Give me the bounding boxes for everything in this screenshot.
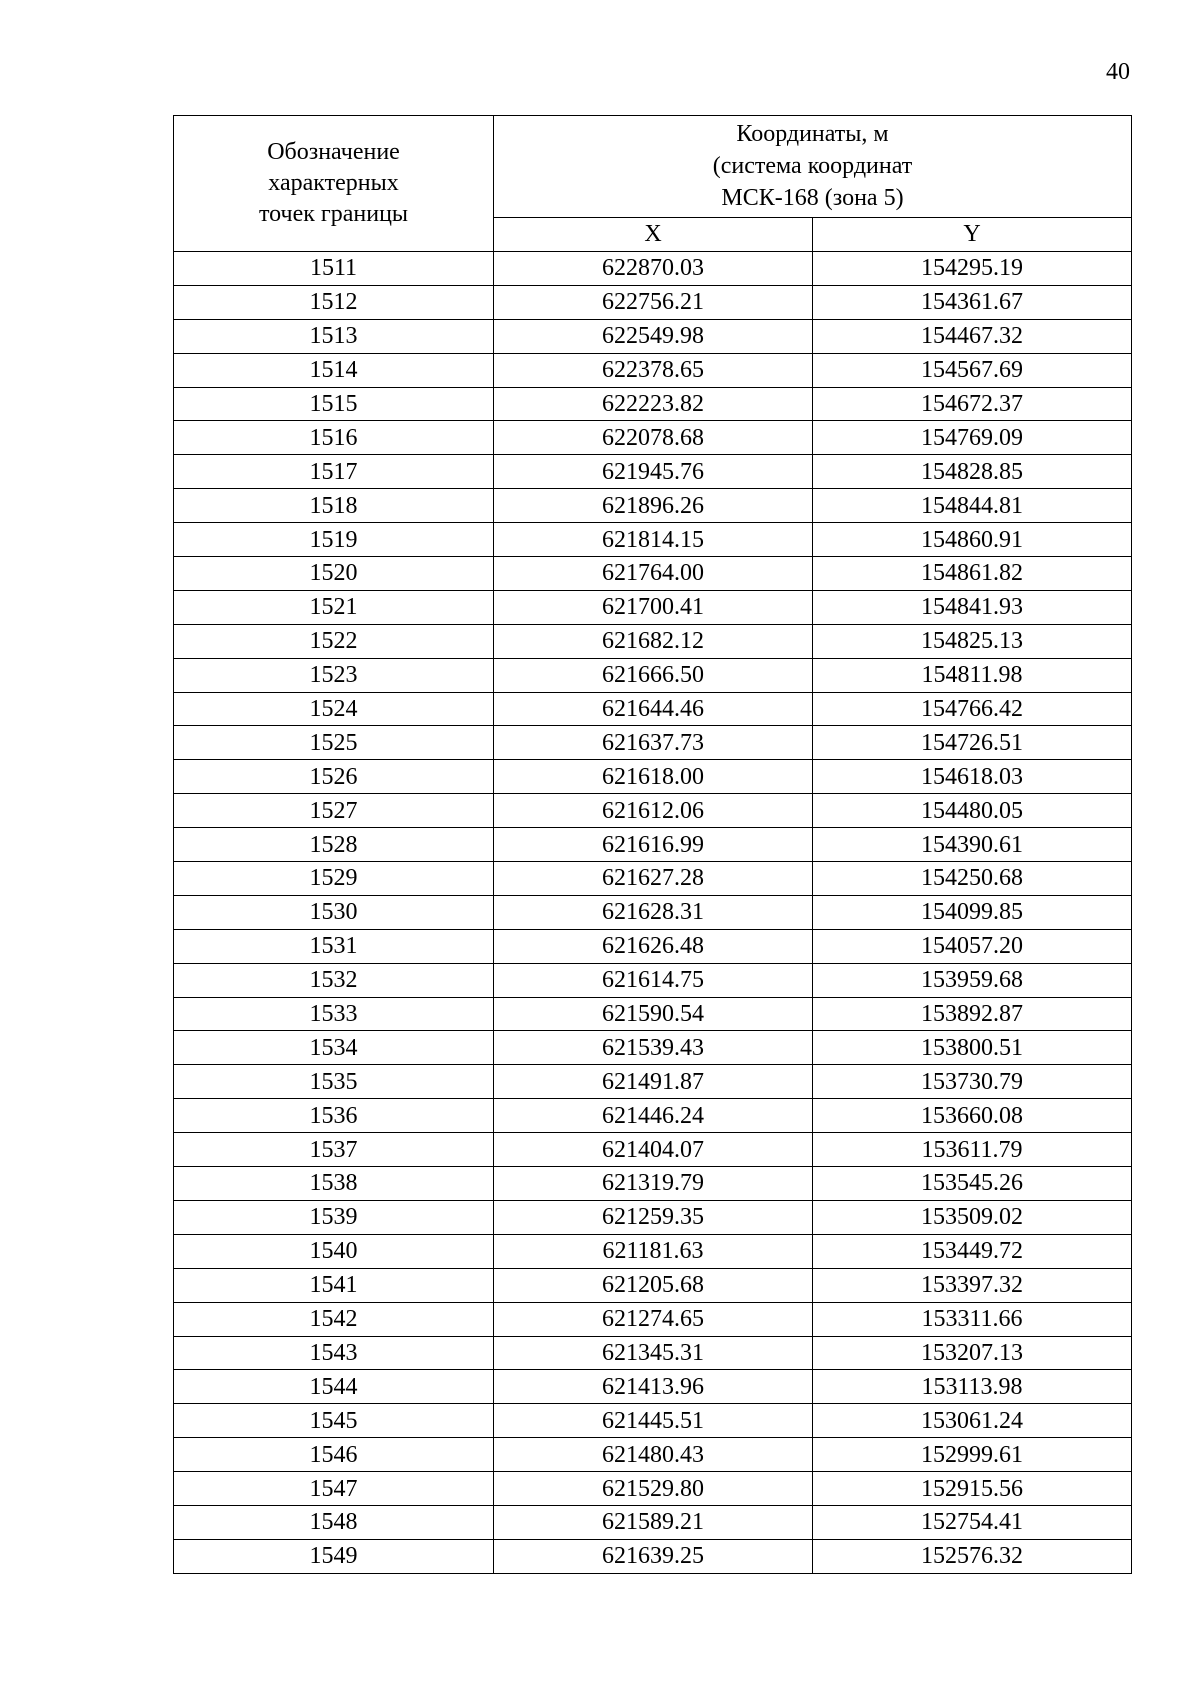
header-designation-line-2: характерных: [268, 170, 399, 196]
table-header: [174, 116, 1132, 252]
y-cell: 153730.79: [813, 1065, 1132, 1099]
table-row: [174, 523, 1132, 557]
point-cell: 1516: [174, 421, 494, 455]
y-cell: 154361.67: [813, 285, 1132, 319]
y-cell: 154825.13: [813, 624, 1132, 658]
x-cell: 621618.00: [494, 760, 813, 794]
x-cell: 621612.06: [494, 794, 813, 828]
table-row: [174, 658, 1132, 692]
point-cell: 1549: [174, 1539, 494, 1573]
x-cell: 621814.15: [494, 523, 813, 557]
table-row: [174, 285, 1132, 319]
y-cell: 152754.41: [813, 1505, 1132, 1539]
header-point-designation: [174, 116, 494, 252]
x-cell: 622223.82: [494, 387, 813, 421]
point-cell: 1523: [174, 658, 494, 692]
x-cell: 621446.24: [494, 1099, 813, 1133]
y-cell: 154390.61: [813, 828, 1132, 862]
y-cell: 152999.61: [813, 1438, 1132, 1472]
y-cell: 153800.51: [813, 1031, 1132, 1065]
x-cell: 621627.28: [494, 862, 813, 896]
point-cell: 1531: [174, 929, 494, 963]
x-cell: 621628.31: [494, 895, 813, 929]
point-cell: 1544: [174, 1370, 494, 1404]
y-cell: 154672.37: [813, 387, 1132, 421]
point-cell: 1538: [174, 1167, 494, 1201]
page-number: 40: [1106, 59, 1130, 85]
x-cell: 621637.73: [494, 726, 813, 760]
table-row: [174, 489, 1132, 523]
table-row: [174, 1065, 1132, 1099]
table-row: [174, 557, 1132, 591]
table-row: [174, 421, 1132, 455]
point-cell: 1512: [174, 285, 494, 319]
x-cell: 621896.26: [494, 489, 813, 523]
point-cell: 1533: [174, 997, 494, 1031]
table-row: [174, 1302, 1132, 1336]
x-cell: 622378.65: [494, 353, 813, 387]
point-cell: 1521: [174, 590, 494, 624]
table-row: [174, 387, 1132, 421]
coordinates-table: [173, 115, 1132, 1574]
point-cell: 1535: [174, 1065, 494, 1099]
table-row: [174, 760, 1132, 794]
y-cell: 152915.56: [813, 1472, 1132, 1506]
x-cell: 621644.46: [494, 692, 813, 726]
point-cell: 1522: [174, 624, 494, 658]
x-cell: 621345.31: [494, 1336, 813, 1370]
table-row: [174, 1031, 1132, 1065]
y-cell: 154057.20: [813, 929, 1132, 963]
point-cell: 1514: [174, 353, 494, 387]
y-cell: 153509.02: [813, 1200, 1132, 1234]
x-cell: 621319.79: [494, 1167, 813, 1201]
point-cell: 1515: [174, 387, 494, 421]
header-coords-line-2: (система координат: [712, 153, 913, 180]
x-cell: 621614.75: [494, 963, 813, 997]
point-cell: 1532: [174, 963, 494, 997]
x-cell: 621616.99: [494, 828, 813, 862]
x-cell: 621413.96: [494, 1370, 813, 1404]
table-row: [174, 590, 1132, 624]
table-row: [174, 794, 1132, 828]
x-cell: 621491.87: [494, 1065, 813, 1099]
point-cell: 1528: [174, 828, 494, 862]
y-cell: 153449.72: [813, 1234, 1132, 1268]
point-cell: 1547: [174, 1472, 494, 1506]
x-cell: 621274.65: [494, 1302, 813, 1336]
point-cell: 1541: [174, 1268, 494, 1302]
y-cell: 154099.85: [813, 895, 1132, 929]
x-cell: 621445.51: [494, 1404, 813, 1438]
table-row: [174, 1099, 1132, 1133]
point-cell: 1517: [174, 455, 494, 489]
point-cell: 1511: [174, 252, 494, 286]
x-cell: 621639.25: [494, 1539, 813, 1573]
point-cell: 1545: [174, 1404, 494, 1438]
header-coords-line-3: МСК-168 (зона 5): [721, 185, 904, 212]
y-cell: 153397.32: [813, 1268, 1132, 1302]
table-row: [174, 1133, 1132, 1167]
y-cell: 154828.85: [813, 455, 1132, 489]
point-cell: 1524: [174, 692, 494, 726]
y-cell: 153061.24: [813, 1404, 1132, 1438]
header-x: X: [494, 217, 813, 251]
point-cell: 1526: [174, 760, 494, 794]
x-cell: 621480.43: [494, 1438, 813, 1472]
y-cell: 154844.81: [813, 489, 1132, 523]
y-cell: 154726.51: [813, 726, 1132, 760]
y-cell: 154769.09: [813, 421, 1132, 455]
table-row: [174, 252, 1132, 286]
table-row: [174, 862, 1132, 896]
table-row: [174, 1438, 1132, 1472]
point-cell: 1527: [174, 794, 494, 828]
y-cell: 154295.19: [813, 252, 1132, 286]
x-cell: 621259.35: [494, 1200, 813, 1234]
table-row: [174, 1200, 1132, 1234]
y-cell: 154618.03: [813, 760, 1132, 794]
point-cell: 1543: [174, 1336, 494, 1370]
table-row: [174, 726, 1132, 760]
x-cell: 621682.12: [494, 624, 813, 658]
y-cell: 152576.32: [813, 1539, 1132, 1573]
table-row: [174, 1505, 1132, 1539]
table-row: [174, 692, 1132, 726]
x-cell: 621529.80: [494, 1472, 813, 1506]
table-row: [174, 1167, 1132, 1201]
header-y: Y: [813, 217, 1132, 251]
point-cell: 1542: [174, 1302, 494, 1336]
y-cell: 153113.98: [813, 1370, 1132, 1404]
y-cell: 154480.05: [813, 794, 1132, 828]
table-row: [174, 353, 1132, 387]
y-cell: 153660.08: [813, 1099, 1132, 1133]
y-cell: 153207.13: [813, 1336, 1132, 1370]
x-cell: 621666.50: [494, 658, 813, 692]
x-cell: 621590.54: [494, 997, 813, 1031]
x-cell: 621589.21: [494, 1505, 813, 1539]
point-cell: 1518: [174, 489, 494, 523]
x-cell: 622078.68: [494, 421, 813, 455]
table-row: [174, 997, 1132, 1031]
table-row: [174, 963, 1132, 997]
table-row: [174, 895, 1132, 929]
point-cell: 1539: [174, 1200, 494, 1234]
table-row: [174, 1336, 1132, 1370]
y-cell: 153892.87: [813, 997, 1132, 1031]
header-coordinates: [494, 116, 1132, 218]
x-cell: 622870.03: [494, 252, 813, 286]
y-cell: 154860.91: [813, 523, 1132, 557]
x-cell: 622549.98: [494, 319, 813, 353]
y-cell: 154766.42: [813, 692, 1132, 726]
y-cell: 153311.66: [813, 1302, 1132, 1336]
table-row: [174, 1472, 1132, 1506]
header-designation-line-1: Обозначение: [267, 139, 400, 165]
x-cell: 621539.43: [494, 1031, 813, 1065]
x-cell: 621404.07: [494, 1133, 813, 1167]
y-cell: 154467.32: [813, 319, 1132, 353]
x-cell: 621764.00: [494, 557, 813, 591]
table-row: [174, 1404, 1132, 1438]
y-cell: 154567.69: [813, 353, 1132, 387]
table-row: [174, 1370, 1132, 1404]
x-cell: 621700.41: [494, 590, 813, 624]
x-cell: 621205.68: [494, 1268, 813, 1302]
y-cell: 154841.93: [813, 590, 1132, 624]
table-row: [174, 1539, 1132, 1573]
point-cell: 1536: [174, 1099, 494, 1133]
table-row: [174, 929, 1132, 963]
point-cell: 1537: [174, 1133, 494, 1167]
x-cell: 622756.21: [494, 285, 813, 319]
point-cell: 1529: [174, 862, 494, 896]
y-cell: 153545.26: [813, 1167, 1132, 1201]
table-row: [174, 1268, 1132, 1302]
point-cell: 1530: [174, 895, 494, 929]
point-cell: 1513: [174, 319, 494, 353]
y-cell: 153959.68: [813, 963, 1132, 997]
table-row: [174, 1234, 1132, 1268]
table-row: [174, 455, 1132, 489]
y-cell: 154811.98: [813, 658, 1132, 692]
y-cell: 154250.68: [813, 862, 1132, 896]
y-cell: 154861.82: [813, 557, 1132, 591]
point-cell: 1525: [174, 726, 494, 760]
table-body: [174, 252, 1132, 1574]
header-coords-line-1: Координаты, м: [736, 121, 889, 148]
point-cell: 1546: [174, 1438, 494, 1472]
point-cell: 1520: [174, 557, 494, 591]
header-designation-line-3: точек границы: [258, 201, 409, 227]
x-cell: 621181.63: [494, 1234, 813, 1268]
point-cell: 1519: [174, 523, 494, 557]
x-cell: 621626.48: [494, 929, 813, 963]
y-cell: 153611.79: [813, 1133, 1132, 1167]
table-row: [174, 319, 1132, 353]
table-row: [174, 828, 1132, 862]
table-row: [174, 624, 1132, 658]
point-cell: 1540: [174, 1234, 494, 1268]
point-cell: 1548: [174, 1505, 494, 1539]
x-cell: 621945.76: [494, 455, 813, 489]
point-cell: 1534: [174, 1031, 494, 1065]
